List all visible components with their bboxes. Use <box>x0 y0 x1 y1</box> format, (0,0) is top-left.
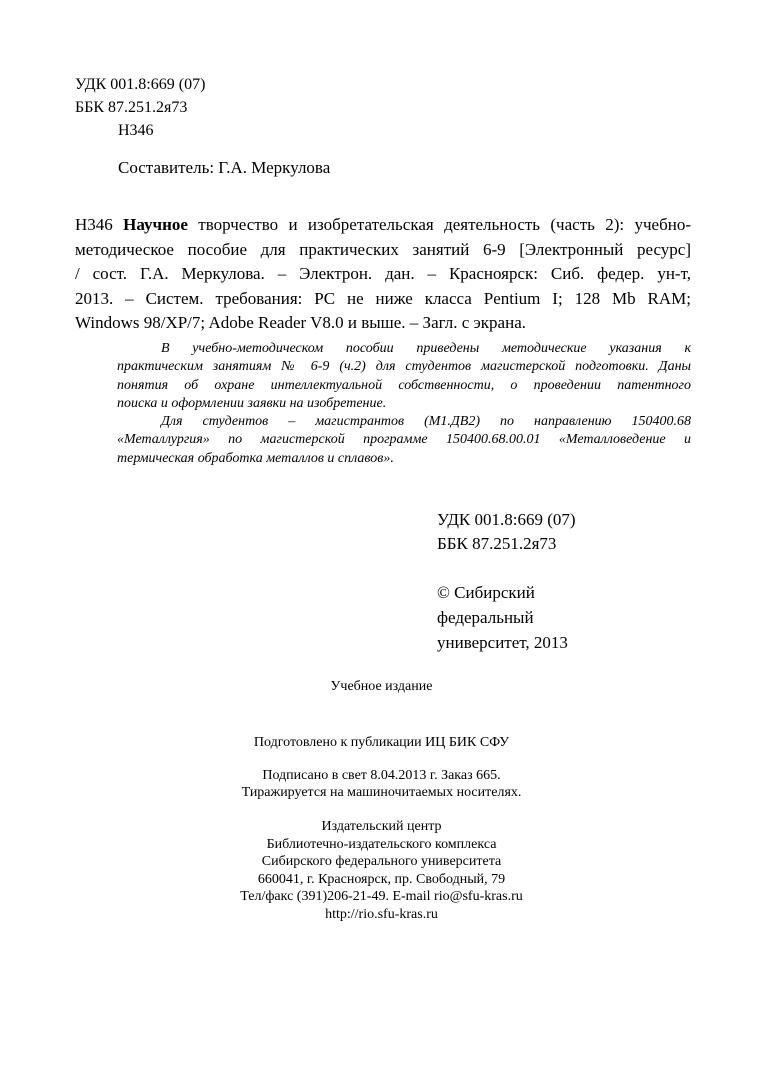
copyright-line: университет, 2013 <box>437 633 568 652</box>
bib-line: методическое пособие для практических занятий 6-9 [Электронный ресурс] <box>75 239 691 259</box>
signed-line: Подписано в свет 8.04.2013 г. Заказ 665. <box>262 768 501 783</box>
annotation-line: Для студентов – магистрантов (М1.ДВ2) по направлению 150400.68 <box>161 414 691 430</box>
publisher-website: http://rio.sfu-kras.ru <box>325 906 438 922</box>
publisher-line: Библиотечно-издательского комплекса <box>266 836 497 852</box>
circulation-line: Тиражируется на машиночитаемых носителях. <box>241 785 522 800</box>
bib-line: 2013. – Систем. требования: PC не ниже класса Pentium I; 128 Mb RAM; <box>75 288 691 308</box>
publisher-line: Издательский центр <box>321 819 442 834</box>
annotation-line: поиска и оформлении заявки на изобретение. <box>117 395 387 411</box>
copyright-line: © Сибирский <box>437 583 535 602</box>
copyright-line: федеральный <box>437 608 534 627</box>
bib-code: Н346 <box>75 215 113 234</box>
bibliographic-record <box>75 213 691 336</box>
bib-title-bold: Научное <box>123 215 188 234</box>
bib-line: Windows 98/XP/7; Adobe Reader V8.0 и выше. – Загл. с экрана. <box>75 313 526 332</box>
annotation-line: понятия об охране интеллектуальной собственности, о проведении патентного <box>117 377 691 393</box>
annotation-line: практическим занятиям № 6-9 (ч.2) для студентов магистерской подготовки. Даны <box>117 359 691 375</box>
publisher-line: 660041, г. Красноярск, пр. Свободный, 79 <box>257 871 506 887</box>
publisher-line: Сибирского федерального университета <box>261 854 502 869</box>
publisher-line: Тел/факс (391)206-21-49. E-mail rio@sfu-kras.ru <box>240 889 523 904</box>
udk-code-right: УДК 001.8:669 (07) <box>437 510 576 529</box>
annotation <box>117 340 691 468</box>
annotation-line: В учебно-методическом пособии приведены методические указания к <box>161 341 691 356</box>
bbk-code-right: ББК 87.251.2я73 <box>437 534 557 553</box>
author-sign: Н346 <box>118 122 154 139</box>
annotation-line: термическая обработка металлов и сплавов». <box>117 450 394 466</box>
prepared-line: Подготовлено к публикации ИЦ БИК СФУ <box>253 735 510 750</box>
bbk-code: ББК 87.251.2я73 <box>75 99 188 116</box>
publisher-block <box>0 818 763 923</box>
annotation-line: «Металлургия» по магистерской программе 150400.68.00.01 «Металловедение и <box>117 432 691 448</box>
udk-code: УДК 001.8:669 (07) <box>75 76 206 93</box>
edition-type: Учебное издание <box>330 679 433 694</box>
compiler-line: Составитель: Г.А. Меркулова <box>118 158 331 177</box>
bib-line: / сост. Г.А. Меркулова. – Электрон. дан. – Красноярск: Сиб. федер. ун-т, <box>75 264 691 283</box>
bib-line: Н346 Научное творчество и изобретательская деятельность (часть 2): учебно- <box>75 215 691 234</box>
